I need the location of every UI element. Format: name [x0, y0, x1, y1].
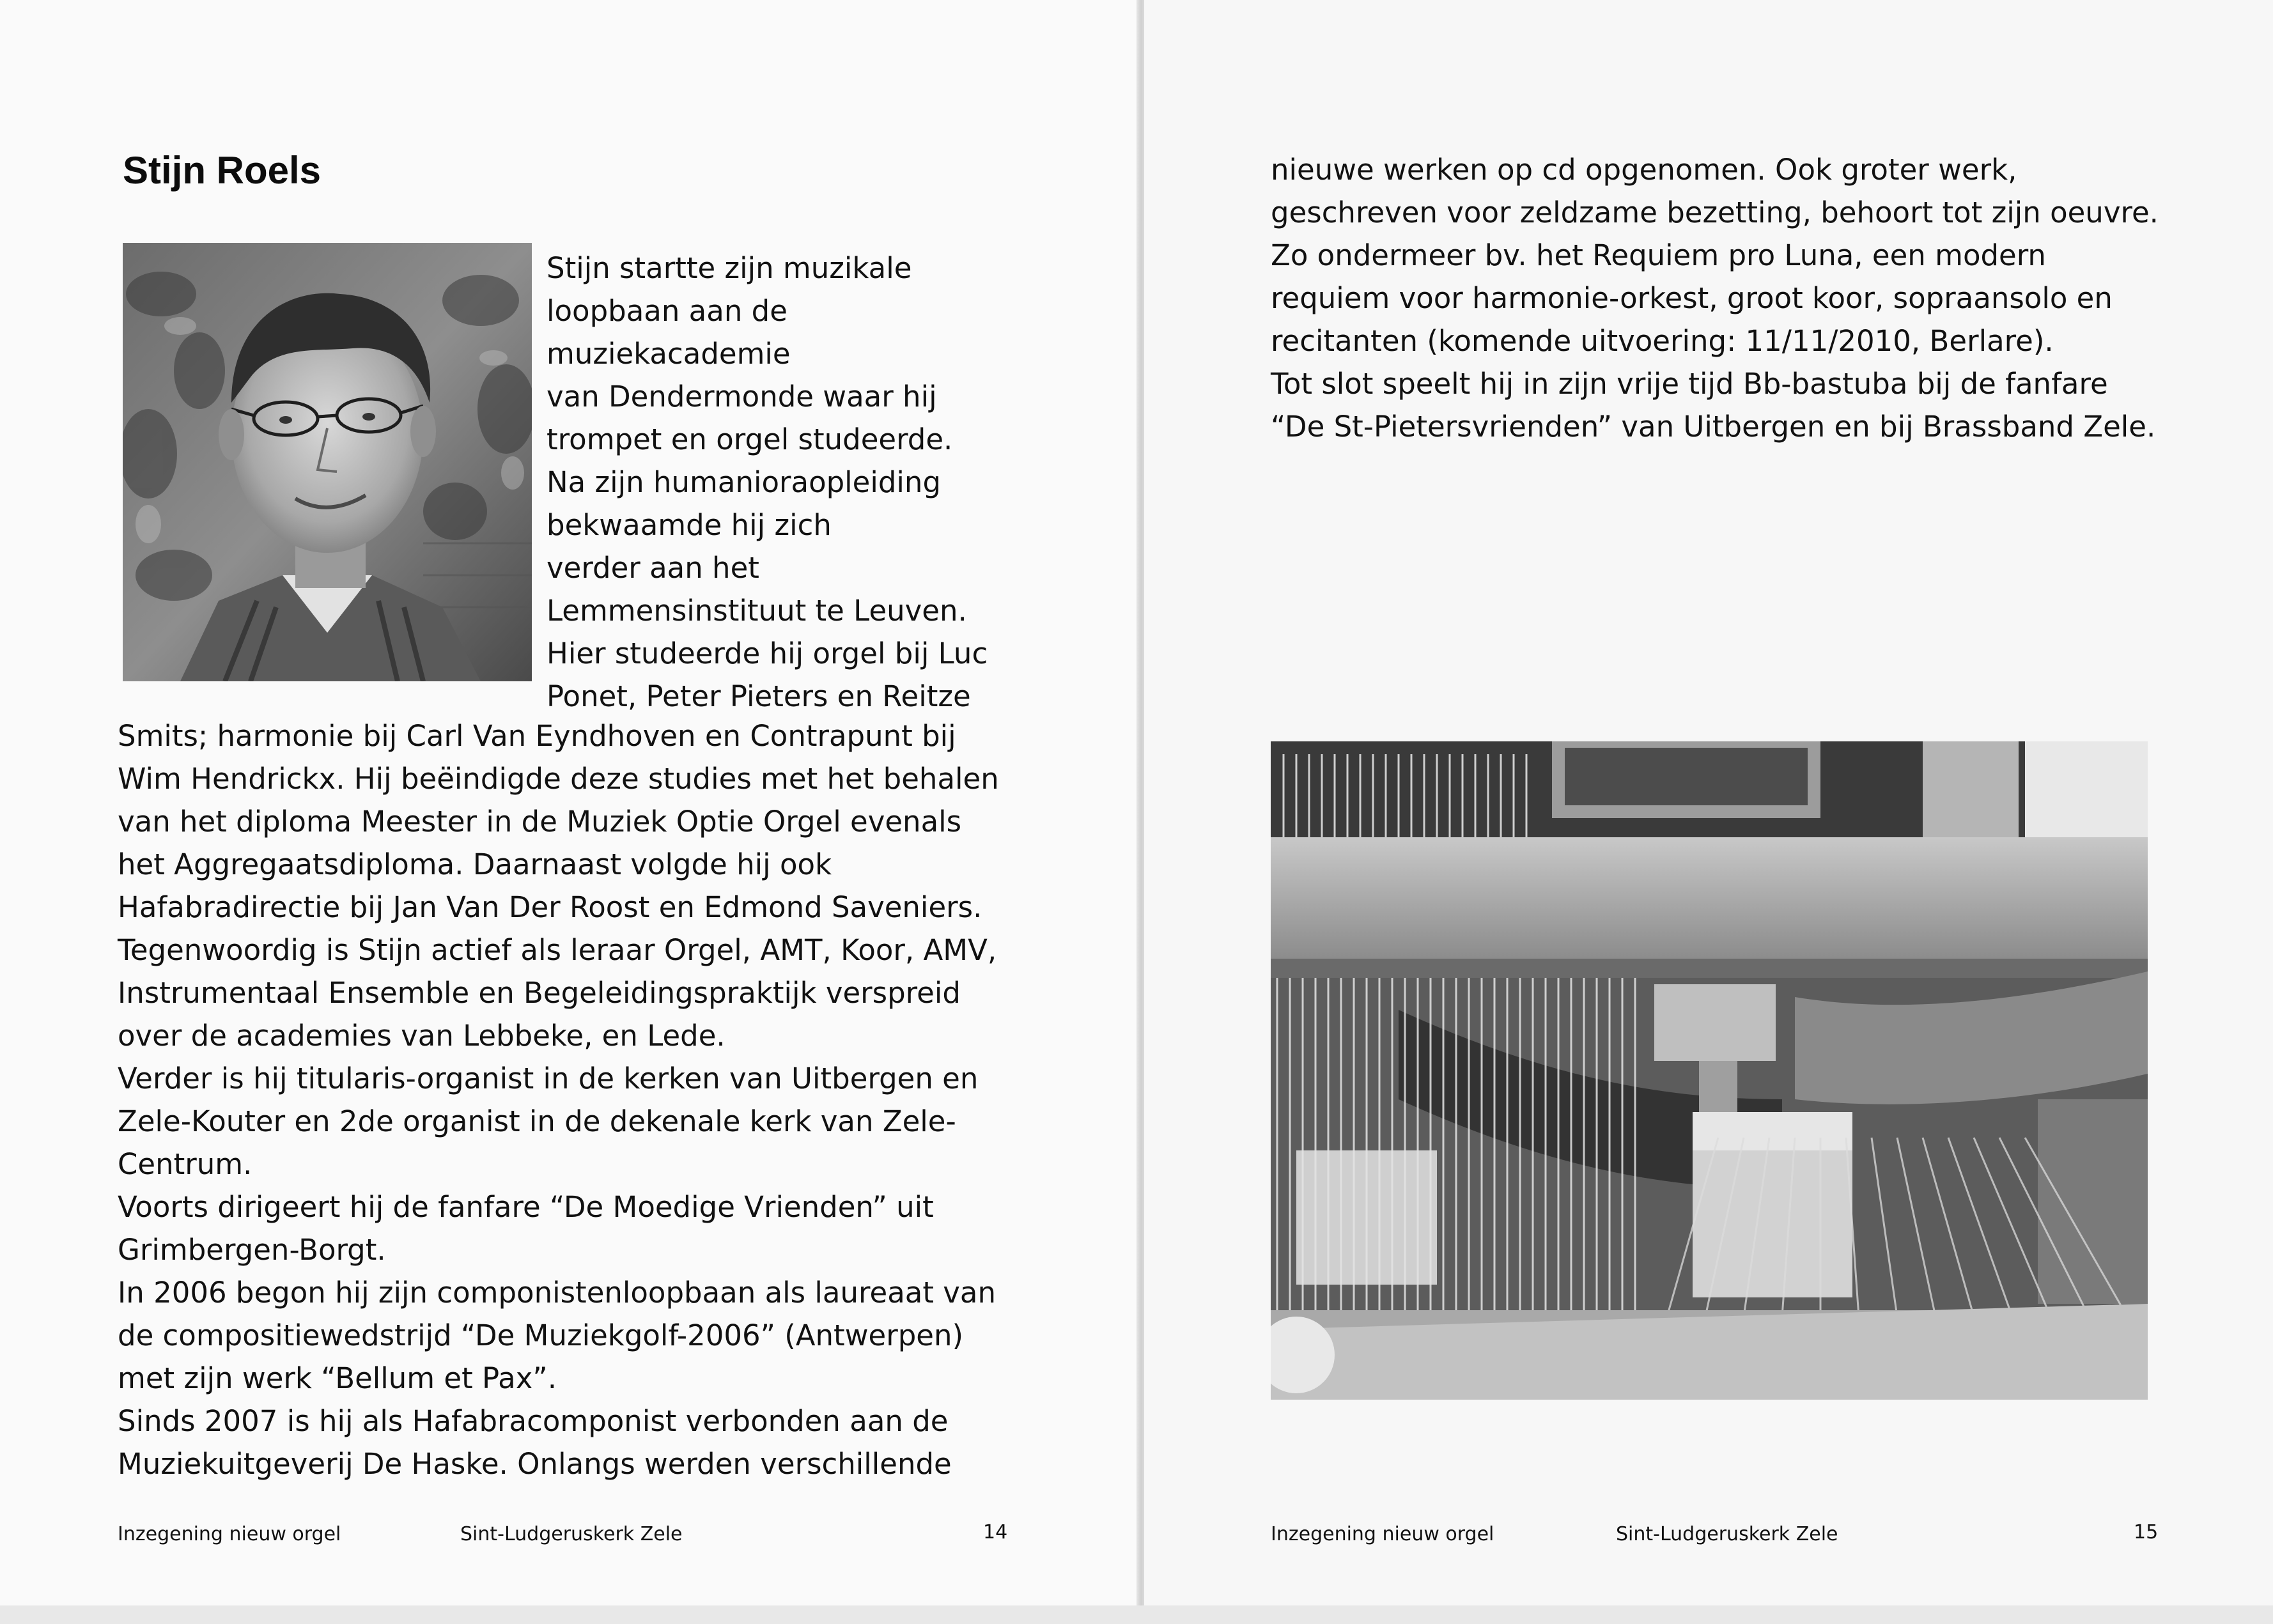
text-line: Centrum. [118, 1147, 252, 1181]
text-line: Sinds 2007 is hij als Hafabracomponist verbonden aan de [118, 1404, 949, 1438]
text-line: requiem voor harmonie-orkest, groot koor, sopraansolo en [1271, 281, 2113, 315]
text-line: Na zijn humanioraopleiding [547, 465, 942, 499]
footer-church-name: Sint-Ludgeruskerk Zele [460, 1523, 683, 1545]
text-line: Verder is hij titularis-organist in de kerken van Uitbergen en [118, 1062, 979, 1095]
text-line: Tegenwoordig is Stijn actief als leraar Orgel, AMT, Koor, AMV, [118, 933, 997, 967]
biography-text [118, 715, 1115, 1485]
text-line: trompet en orgel studeerde. [547, 422, 953, 456]
text-line: Zo ondermeer bv. het Requiem pro Luna, een modern [1271, 238, 2046, 272]
text-line: Ponet, Peter Pieters en Reitze [547, 679, 971, 713]
text-line: de compositiewedstrijd “De Muziekgolf-2006” (Antwerpen) [118, 1319, 964, 1352]
text-line: “De St-Pietersvrienden” van Uitbergen en bij Brassband Zele. [1271, 410, 2156, 444]
text-line: met zijn werk “Bellum et Pax”. [118, 1361, 557, 1395]
text-line: Instrumentaal Ensemble en Begeleidingspraktijk verspreid [118, 976, 961, 1010]
text-line: het Aggregaatsdiploma. Daarnaast volgde hij ook [118, 847, 832, 881]
text-line: Stijn startte zijn muzikale [547, 251, 912, 285]
footer-booklet-title: Inzegening nieuw orgel [118, 1523, 341, 1545]
text-line: Smits; harmonie bij Carl Van Eyndhoven en Contrapunt bij [118, 719, 956, 753]
text-line: muziekacademie [547, 337, 791, 371]
page-number: 15 [2134, 1521, 2159, 1543]
text-line: verder aan het [547, 551, 759, 585]
text-line: over de academies van Lebbeke, en Lede. [118, 1019, 725, 1053]
organ-mechanism-photo [1271, 741, 2148, 1400]
footer-church-name: Sint-Ludgeruskerk Zele [1616, 1523, 1838, 1545]
text-line: Zele-Kouter en 2de organist in de dekenale kerk van Zele- [118, 1104, 956, 1138]
text-line: Voorts dirigeert hij de fanfare “De Moedige Vrienden” uit [118, 1190, 934, 1224]
text-line: Lemmensinstituut te Leuven. [547, 594, 967, 628]
text-line: Hafabradirectie bij Jan Van Der Roost en Edmond Saveniers. [118, 890, 982, 924]
page-number: 14 [983, 1521, 1008, 1543]
text-line: Hier studeerde hij orgel bij Luc [547, 637, 988, 670]
text-line: recitanten (komende uitvoering: 11/11/2010, Berlare). [1271, 324, 2054, 358]
portrait-photo [123, 243, 532, 681]
page-title: Stijn Roels [123, 149, 322, 192]
text-line: Muziekuitgeverij De Haske. Onlangs werden verschillende [118, 1447, 952, 1481]
text-line: Grimbergen-Borgt. [118, 1233, 386, 1267]
text-line: van het diploma Meester in de Muziek Optie Orgel evenals [118, 805, 962, 839]
text-line: In 2006 begon hij zijn componistenloopbaan als laureaat van [118, 1276, 997, 1310]
text-line: loopbaan aan de [547, 294, 787, 328]
text-line: Tot slot speelt hij in zijn vrije tijd Bb-bastuba bij de fanfare [1271, 367, 2108, 401]
intro-wrapped-text [547, 247, 1096, 718]
text-line: bekwaamde hij zich [547, 508, 832, 542]
biography-continued-text [1271, 148, 2178, 448]
text-line: nieuwe werken op cd opgenomen. Ook groter werk, [1271, 153, 2017, 187]
footer-booklet-title: Inzegening nieuw orgel [1271, 1523, 1494, 1545]
text-line: geschreven voor zeldzame bezetting, behoort tot zijn oeuvre. [1271, 196, 2159, 229]
text-line: Wim Hendrickx. Hij beëindigde deze studies met het behalen [118, 762, 999, 796]
scan-bottom-edge [0, 1605, 2273, 1624]
text-line: van Dendermonde waar hij [547, 380, 937, 414]
